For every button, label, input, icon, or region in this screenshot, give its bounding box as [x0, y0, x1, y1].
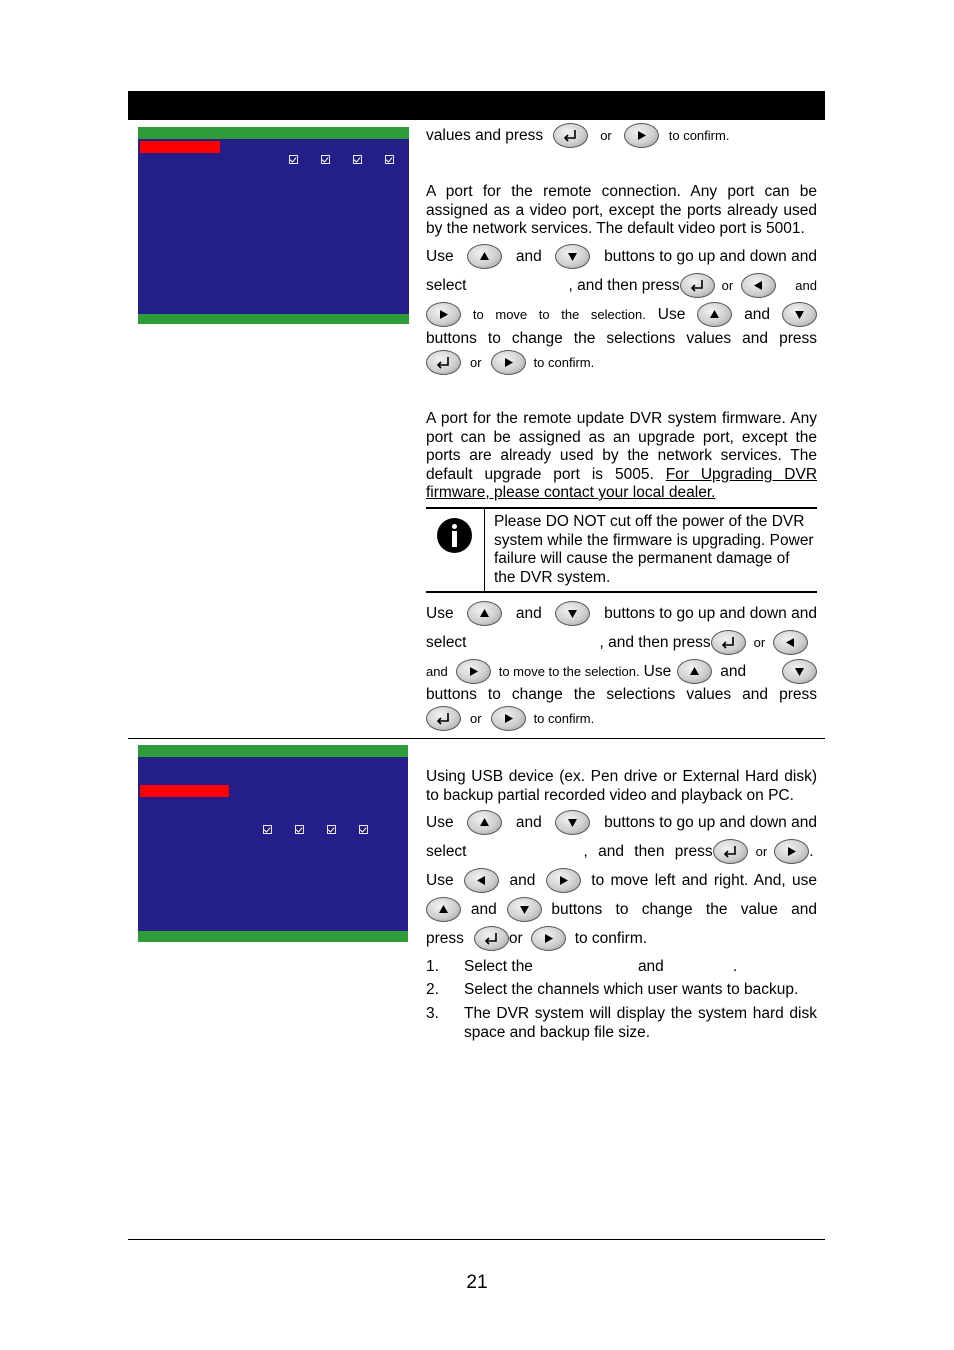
enter-icon	[680, 273, 715, 298]
menu-footer-bar	[138, 931, 408, 942]
right-arrow-icon	[491, 350, 526, 375]
down-arrow-icon	[555, 244, 590, 269]
info-icon	[437, 518, 472, 553]
confirm-line: values and press or to confirm.	[426, 121, 817, 150]
down-arrow-icon	[555, 601, 590, 626]
upgrade-nav-line-5: or to confirm.	[426, 704, 817, 733]
upgrade-nav-line-2: select , and then press or	[426, 628, 817, 657]
usb-nav-line-4: and buttons to change the value and	[426, 895, 817, 924]
note-bottom-rule	[426, 591, 817, 593]
up-arrow-icon	[677, 659, 712, 684]
network-settings-screenshot	[138, 127, 409, 324]
video-port-description: A port for the remote connection. Any port can be assigned as a video port, except the ports already used by the network services. The default video port is 5001.	[426, 183, 817, 237]
checkbox-icon	[359, 825, 368, 834]
right-arrow-icon	[624, 123, 659, 148]
menu-title-bar	[138, 745, 408, 757]
upgrade-nav-line-3: and to move to the selection. Use and	[426, 657, 817, 686]
usb-backup-screenshot	[138, 745, 408, 942]
selected-row-highlight	[140, 785, 229, 797]
upgrade-nav-line-1: Use and buttons to go up and down and	[426, 599, 817, 628]
usb-nav-line-1: Use and buttons to go up and down and	[426, 808, 817, 837]
list-item: 1. Select the and .	[426, 958, 738, 975]
upgrade-port-description: A port for the remote update DVR system firmware. Any port can be assigned as an upgrade port, except the ports are already used by the network services. The default upgrade port is 5005. For Upgrading DVR firmware, please contact your local dealer.	[426, 410, 818, 501]
note-text: Please DO NOT cut off the power of the DVR system while the firmware is upgrading. Power failure will cause the permanent damage of the DVR system.	[494, 513, 814, 586]
down-arrow-icon	[782, 302, 817, 327]
left-arrow-icon	[773, 630, 808, 655]
enter-icon	[426, 706, 461, 731]
upgrade-nav-line-4: buttons to change the selections values and press	[426, 686, 817, 703]
left-arrow-icon	[464, 868, 499, 893]
right-arrow-icon	[546, 868, 581, 893]
header-bar	[128, 91, 825, 120]
page-number: 21	[466, 1272, 488, 1293]
enter-icon	[474, 926, 509, 951]
up-arrow-icon	[467, 601, 502, 626]
right-arrow-icon	[456, 659, 491, 684]
checkbox-icon	[295, 825, 304, 834]
video-nav-line-3: to move to the selection. Use and	[426, 300, 817, 329]
left-arrow-icon	[741, 273, 776, 298]
menu-footer-bar	[138, 314, 409, 324]
warning-note	[426, 507, 817, 593]
enter-icon	[553, 123, 588, 148]
note-divider	[484, 509, 485, 591]
down-arrow-icon	[555, 810, 590, 835]
usb-nav-line-2: select , and then press or .	[426, 837, 817, 866]
video-nav-line-5: or to confirm.	[426, 348, 817, 377]
checkbox-icon	[327, 825, 336, 834]
footer-rule	[128, 1239, 825, 1240]
up-arrow-icon	[467, 244, 502, 269]
enter-icon	[711, 630, 746, 655]
right-arrow-icon	[491, 706, 526, 731]
selected-row-highlight	[140, 141, 220, 153]
list-item: 3. The DVR system will display the system hard disk space and backup file size.	[426, 1005, 817, 1041]
checkbox-icon	[289, 155, 298, 164]
enter-icon	[426, 350, 461, 375]
usb-nav-line-3: Use and to move left and right. And, use	[426, 866, 817, 895]
down-arrow-icon	[782, 659, 817, 684]
checkbox-icon	[353, 155, 362, 164]
checkbox-icon	[385, 155, 394, 164]
checkbox-icon	[263, 825, 272, 834]
up-arrow-icon	[426, 897, 461, 922]
usb-nav-line-5: press or to confirm.	[426, 924, 817, 953]
menu-title-bar	[138, 127, 409, 139]
section-divider	[128, 738, 825, 739]
up-arrow-icon	[467, 810, 502, 835]
checkbox-icon	[321, 155, 330, 164]
down-arrow-icon	[507, 897, 542, 922]
enter-icon	[713, 839, 748, 864]
video-nav-line-4: buttons to change the selections values and press	[426, 330, 817, 347]
video-nav-line-2: select , and then press or and	[426, 271, 817, 300]
upgrade-firmware-link-text: For Upgrading DVR firmware, please contact your local dealer.	[426, 465, 818, 501]
right-arrow-icon	[531, 926, 566, 951]
usb-backup-description: Using USB device (ex. Pen drive or External Hard disk) to backup partial recorded video and playback on PC.	[426, 768, 817, 804]
up-arrow-icon	[697, 302, 732, 327]
list-item: 2. Select the channels which user wants to backup.	[426, 981, 799, 998]
right-arrow-icon	[426, 302, 461, 327]
right-arrow-icon	[774, 839, 809, 864]
video-nav-line-1: Use and buttons to go up and down and	[426, 242, 817, 271]
